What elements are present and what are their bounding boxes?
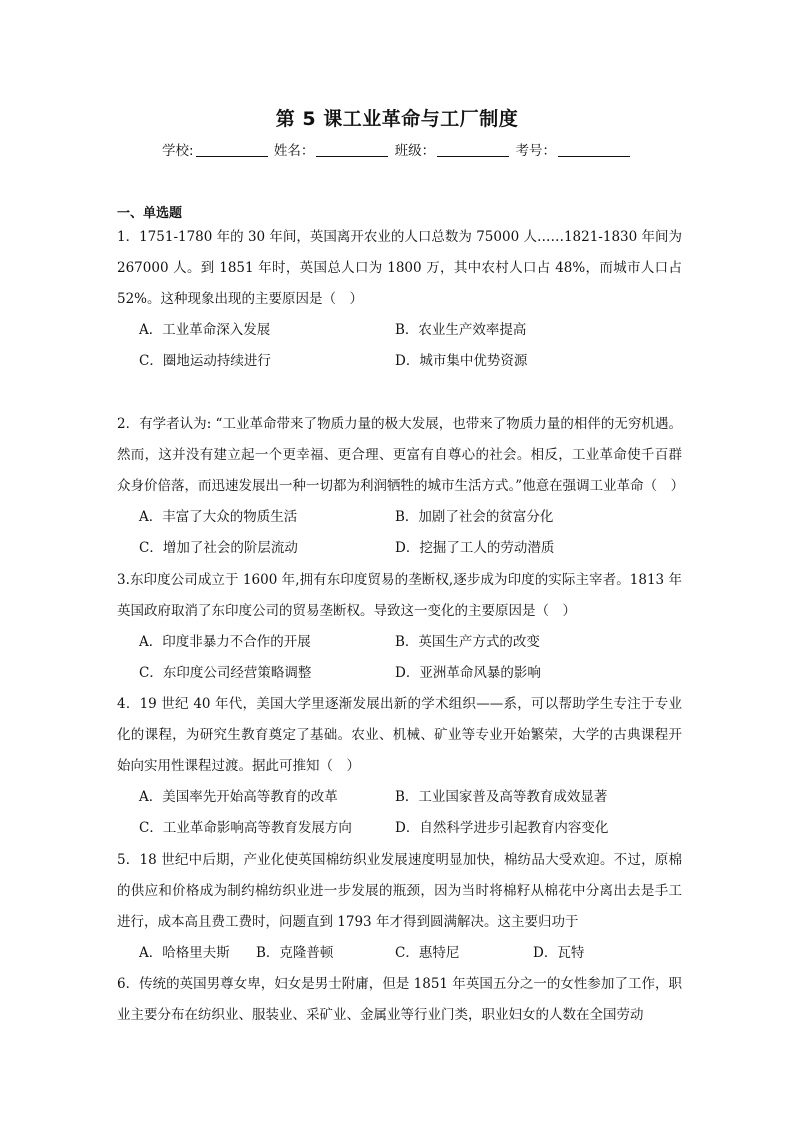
options-row xyxy=(117,315,682,346)
question-6 xyxy=(117,969,682,1031)
option-c[interactable]: C．圈地运动持续进行 xyxy=(139,353,271,369)
question-text: 5．18 世纪中后期，产业化使英国棉纺织业发展速度明显加快，棉纺品大受欢迎。不过，原棉的供应和价格成为制约棉纺织业进一步发展的瓶颈，因为当时将棉籽从棉花中分离出去是手工进行，成本高且费工费时，问题直到 1793 年才得到圆满解决。这主要归功于 xyxy=(117,852,682,930)
question-text: 6．传统的英国男尊女卑，妇女是男士附庸，但是 1851 年英国五分之一的女性参加了工作，职业主要分布在纺织业、服装业、采矿业、金属业等行业门类，职业妇女的人数在全国劳动 xyxy=(117,976,682,1023)
option-d[interactable]: D．亚洲革命风暴的影响 xyxy=(395,665,541,681)
option-d[interactable]: D．自然科学进步引起教育内容变化 xyxy=(395,820,609,836)
option-b[interactable]: B．工业国家普及高等教育成效显著 xyxy=(395,789,608,805)
options-row xyxy=(117,502,682,533)
option-b[interactable]: B．农业生产效率提高 xyxy=(395,322,527,338)
question-text: 2．有学者认为: “工业革命带来了物质力量的极大发展，也带来了物质力量的相伴的无穷机遇。然而，这并没有建立起一个更幸福、更合理、更富有自尊心的社会。相反，工业革命使千百群众身价倍落，而迅速发展出一种一切都为利润牺牲的城市生活方式。”他意在强调工业革命（ ） xyxy=(117,416,685,494)
option-d[interactable]: D．瓦特 xyxy=(533,945,585,961)
option-b[interactable]: B．加剧了社会的贫富分化 xyxy=(395,509,554,525)
option-c[interactable]: C．东印度公司经营策略调整 xyxy=(139,665,312,681)
question-5 xyxy=(117,845,682,969)
option-c[interactable]: C．惠特尼 xyxy=(395,945,460,961)
page-title: 第 5 课工业革命与工厂制度 xyxy=(275,108,519,130)
option-a[interactable]: A．丰富了大众的物质生活 xyxy=(139,509,298,525)
name-label: 姓名： xyxy=(273,143,315,159)
question-text: 3.东印度公司成立于 1600 年,拥有东印度贸易的垄断权,逐步成为印度的实际主宰者。1813 年英国政府取消了东印度公司的贸易垄断权。导致这一变化的主要原因是（ ） xyxy=(117,572,682,619)
option-a[interactable]: A．印度非暴力不合作的开展 xyxy=(139,634,311,650)
options-row xyxy=(117,938,682,969)
question-2 xyxy=(117,409,685,564)
options-row xyxy=(117,533,682,564)
options-row xyxy=(117,813,682,844)
exam-number-blank[interactable] xyxy=(558,142,630,157)
section-title: 一、单选题 xyxy=(117,206,183,221)
option-a[interactable]: A．哈格里夫斯 xyxy=(139,945,230,961)
option-d[interactable]: D．挖掘了工人的劳动潜质 xyxy=(395,540,555,556)
options-row xyxy=(117,627,682,658)
student-info-line xyxy=(0,139,794,159)
option-a[interactable]: A．美国率先开始高等教育的改革 xyxy=(139,789,338,805)
option-c[interactable]: C．增加了社会的阶层流动 xyxy=(139,540,298,556)
exam-number-label: 考号： xyxy=(515,143,556,159)
options-row xyxy=(117,782,682,813)
option-a[interactable]: A．工业革命深入发展 xyxy=(139,322,271,338)
school-blank[interactable] xyxy=(196,142,268,157)
question-4 xyxy=(117,689,682,844)
class-label: 班级： xyxy=(394,143,436,159)
question-3 xyxy=(117,565,682,689)
school-label: 学校: xyxy=(162,143,194,159)
class-blank[interactable] xyxy=(437,142,509,157)
options-row xyxy=(117,658,682,689)
option-c[interactable]: C．工业革命影响高等教育发展方向 xyxy=(139,820,352,836)
options-row xyxy=(117,346,682,377)
name-blank[interactable] xyxy=(316,142,388,157)
option-d[interactable]: D．城市集中优势资源 xyxy=(395,353,528,369)
question-1 xyxy=(117,222,682,377)
option-b[interactable]: B．克隆普顿 xyxy=(256,945,334,961)
option-b[interactable]: B．英国生产方式的改变 xyxy=(395,634,540,650)
question-text: 4．19 世纪 40 年代，美国大学里逐渐发展出新的学术组织——系，可以帮助学生专注于专业化的课程，为研究生教育奠定了基础。农业、机械、矿业等专业开始繁荣，大学的古典课程开始向实用性课程过渡。据此可推知（ ） xyxy=(117,696,682,774)
question-text: 1．1751-1780 年的 30 年间，英国离开农业的人口总数为 75000 人……1821-1830 年间为 267000 人。到 1851 年时，英国总人口为 1800 万，其中农村人口占 48%，而城市人口占 52%。这种现象出现的主要原因是（ ） xyxy=(117,229,683,307)
